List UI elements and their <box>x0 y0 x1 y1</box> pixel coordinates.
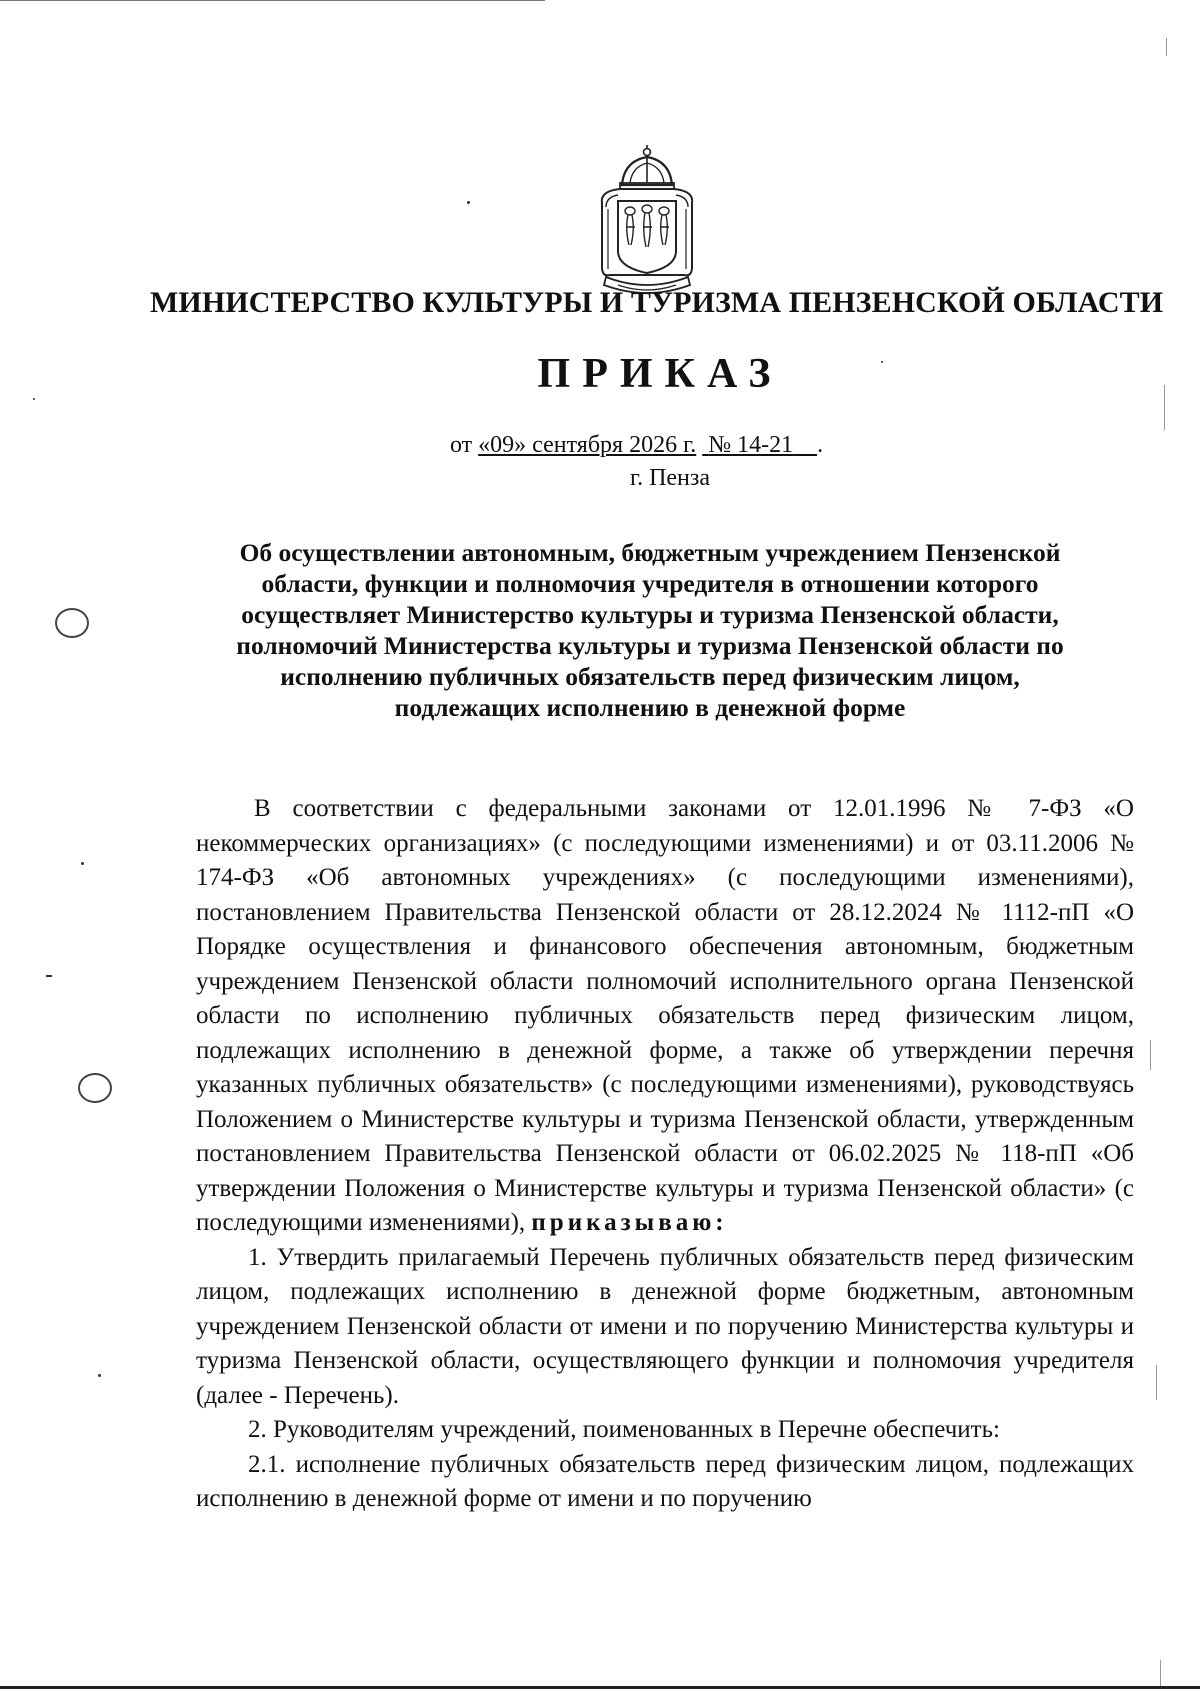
scan-edge-top <box>0 0 545 1</box>
item-1-paragraph: 1. Утвердить прилагаемый Перечень публичных обязательств перед физическим лицом, подлежащих исполнению в денежной форме бюджетным, автономным учреждением Пензенской области от имени и по поручению Министерства культуры и туризма Пензенской области, осуществляющего функции и полномочия учредителя (далее - Перечень). <box>196 1243 1134 1409</box>
punch-hole <box>78 1073 112 1103</box>
scan-mark <box>1156 1365 1157 1400</box>
heading-line: осуществляет Министерство культуры и туризма Пензенской области, <box>241 600 1059 629</box>
scan-speck <box>98 1374 101 1377</box>
city: г. Пенза <box>629 465 711 491</box>
ministry-name: МИНИСТЕРСТВО КУЛЬТУРЫ И ТУРИЗМА ПЕНЗЕНСКОЙ ОБЛАСТИ <box>150 286 1164 319</box>
heading-line: полномочий Министерства культуры и туризма Пензенской области по <box>236 631 1064 660</box>
item-2-paragraph: 2. Руководителям учреждений, поименованных в Перечне обеспечить: <box>248 1416 1000 1443</box>
scan-mark <box>1160 1660 1161 1686</box>
order-date-number: от «09» сентября 2026 г. № 14-21 . <box>450 432 824 458</box>
scan-mark <box>1150 1040 1151 1070</box>
preamble-paragraph <box>196 792 1134 1241</box>
heading-line: Об осуществлении автономным, бюджетным учреждением Пензенской <box>239 538 1061 567</box>
order-date: «09» сентября 2026 г. <box>478 432 697 458</box>
order-body <box>196 792 1134 1517</box>
preamble-text: В соответствии с федеральными законами от 12.01.1996 № 7-ФЗ «О некоммерческих организациях» (с последующими изменениями) и от 03.11.2006 № 174-ФЗ «Об автономных учреждениях» (с последующими изменениями), постановлением Правительства Пензенской области от 28.12.2024 № 1112-пП «О Порядке осуществления и финансового обеспечения автономным, бюджетным учреждением Пензенской области полномочий исполнительного органа Пензенской области по исполнению публичных обязательств перед физическим лицом, подлежащих исполнению в денежной форме, а также об утверждении перечня указанных публичных обязательств» (с последующими изменениями), руководствуясь Положением о Министерстве культуры и туризма Пензенской области, утвержденным постановлением Правительства Пензенской области от 06.02.2025 № 118-пП «Об утверждении Положения о Министерстве культуры и туризма Пензенской области» (с последующими изменениями), <box>196 795 1134 1236</box>
order-word: приказываю: <box>531 1209 728 1236</box>
date-prefix: от <box>450 432 473 458</box>
scan-speck <box>81 862 84 865</box>
scan-mark <box>1166 38 1167 56</box>
punch-hole <box>55 608 89 638</box>
heading-line: подлежащих исполнению в денежной форме <box>394 693 906 722</box>
scan-edge-bottom <box>0 1686 1200 1689</box>
scan-speck <box>46 975 52 977</box>
number-label: № <box>708 432 732 458</box>
item-2-1-paragraph: 2.1. исполнение публичных обязательств перед физическим лицом, подлежащих исполнению в денежной форме от имени и по поручению <box>196 1450 1134 1512</box>
scan-speck <box>33 398 35 400</box>
penza-coat-of-arms-icon <box>592 143 702 301</box>
heading-line: области, функции и полномочия учредителя в отношении которого <box>261 569 1039 598</box>
scan-speck <box>881 361 883 363</box>
heading-line: исполнению публичных обязательств перед физическим лицом, <box>280 662 1020 691</box>
scan-speck <box>467 201 470 204</box>
order-number: 14-21 <box>737 432 794 458</box>
document-type-title: ПРИКАЗ <box>537 351 783 397</box>
order-heading <box>170 537 1130 723</box>
scan-mark <box>1164 385 1165 430</box>
